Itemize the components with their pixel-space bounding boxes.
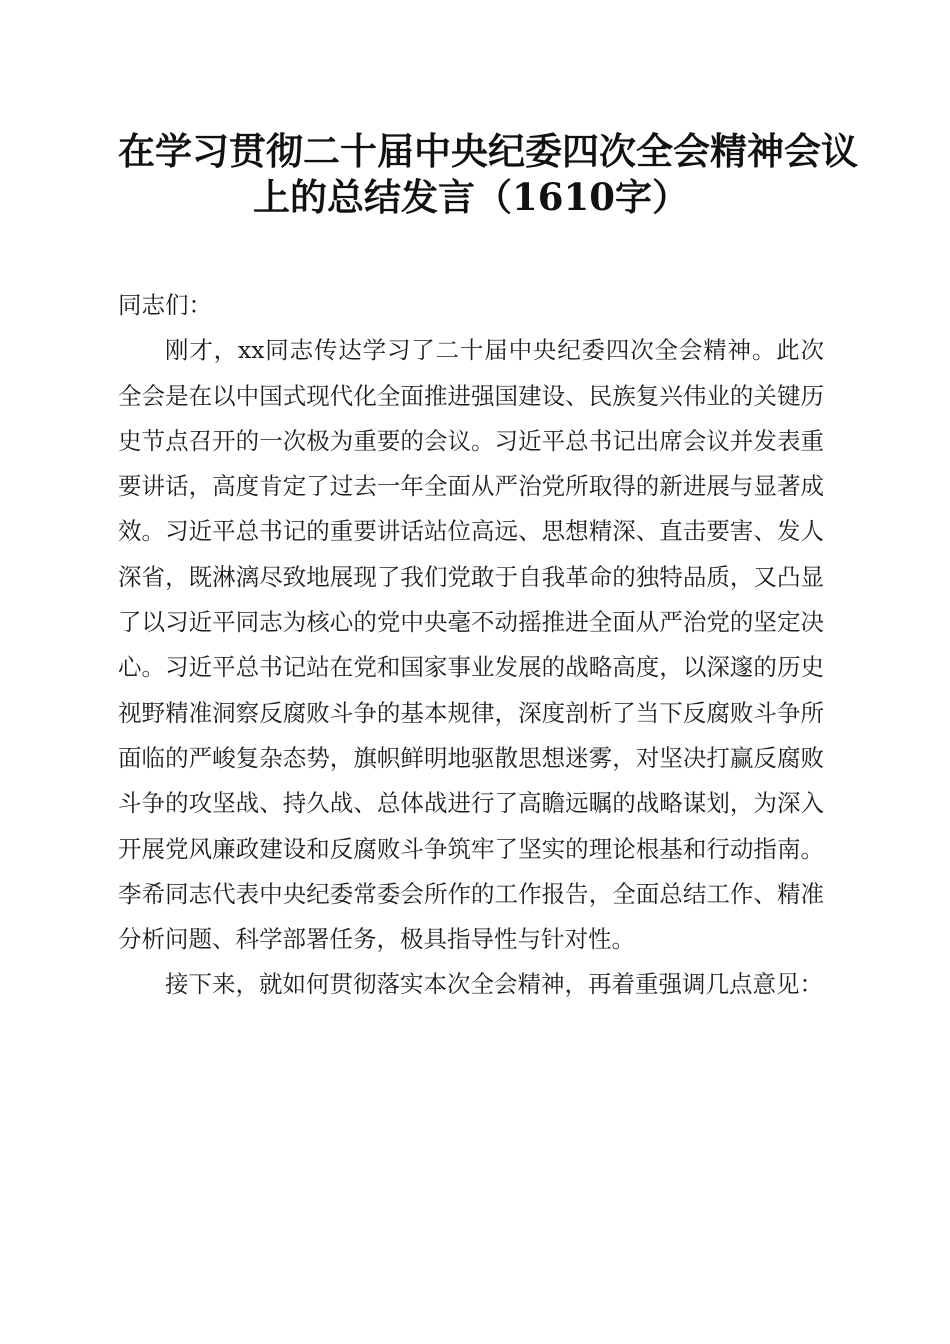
paragraph-2: 接下来，就如何贯彻落实本次全会精神，再着重强调几点意见： <box>165 970 823 999</box>
document-body <box>118 283 824 1008</box>
salutation: 同志们： <box>118 291 212 319</box>
document-title <box>118 128 858 220</box>
document-page <box>118 128 858 1008</box>
title-line-2: 上的总结发言（1610字） <box>253 175 689 219</box>
title-line-1: 在学习贯彻二十届中央纪委四次全会精神会议 <box>118 129 858 173</box>
paragraph-1: 刚才，xx同志传达学习了二十届中央纪委四次全会精神。此次全会是在以中国式现代化全面推进强国建设、民族复兴伟业的关键历史节点召开的一次极为重要的会议。习近平总书记出席会议并发表重要讲话，高度肯定了过去一年全面从严治党所取得的新进展与显著成效。习近平总书记的重要讲话站位高远、思想精深、直击要害、发人深省，既淋漓尽致地展现了我们党敢于自我革命的独特品质，又凸显了以习近平同志为核心的党中央毫不动摇推进全面从严治党的坚定决心。习近平总书记站在党和国家事业发展的战略高度，以深邃的历史视野精准洞察反腐败斗争的基本规律，深度剖析了当下反腐败斗争所面临的严峻复杂态势，旗帜鲜明地驱散思想迷雾，对坚决打赢反腐败斗争的攻坚战、持久战、总体战进行了高瞻远瞩的战略谋划，为深入开展党风廉政建设和反腐败斗争筑牢了坚实的理论根基和行动指南。李希同志代表中央纪委常委会所作的工作报告，全面总结工作、精准分析问题、科学部署任务，极具指导性与针对性。 <box>118 336 824 954</box>
